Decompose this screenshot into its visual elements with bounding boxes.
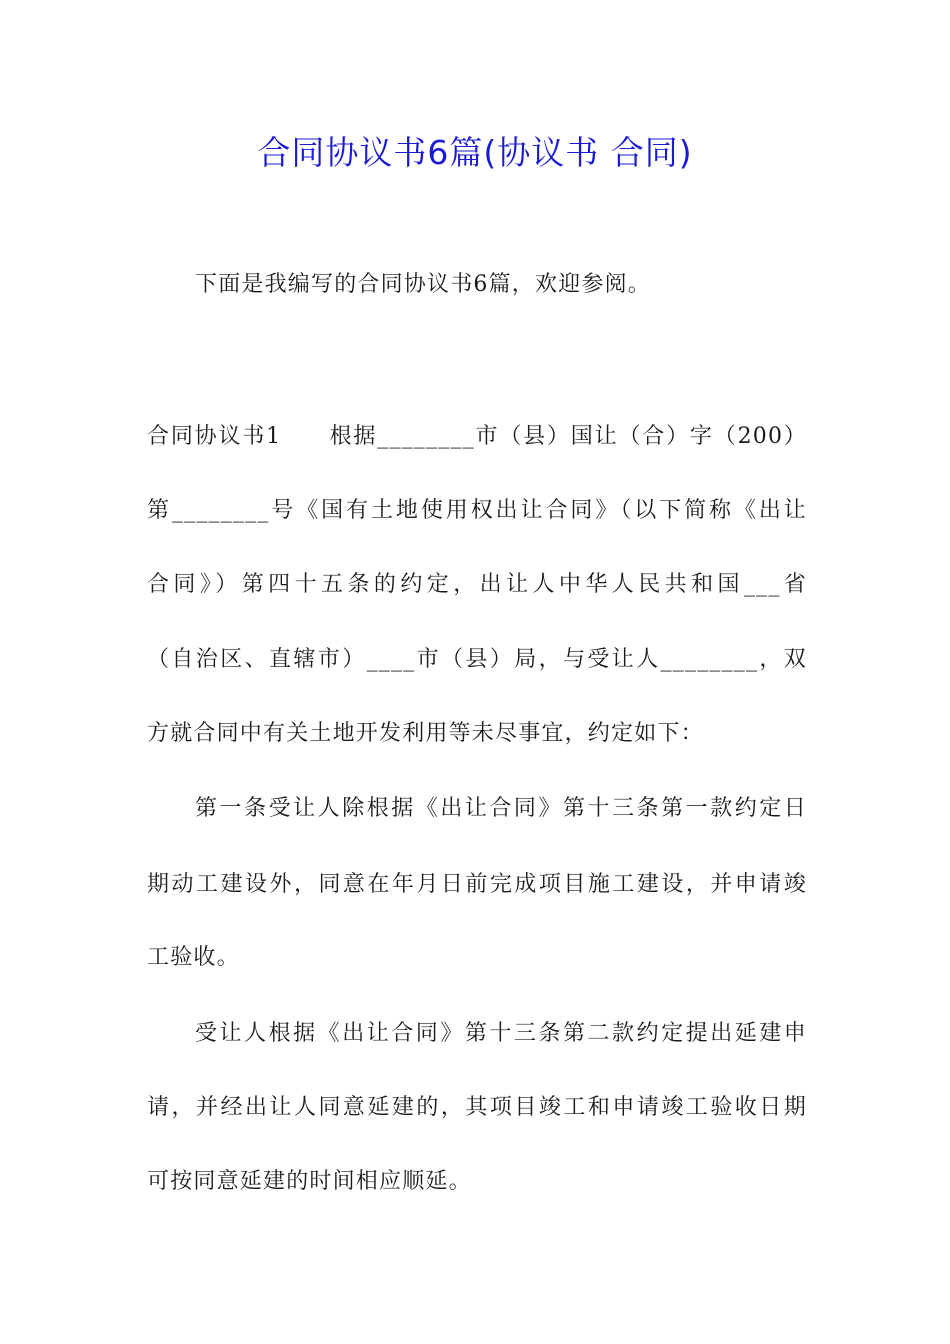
- document-title: 合同协议书6篇(协议书 合同): [257, 133, 693, 172]
- text-line: 可按同意延建的时间相应顺延。: [147, 1169, 472, 1194]
- text-line: 合同协议书1 根据________市（县）国让（合）字（200）: [147, 424, 807, 449]
- text-line: 工验收。: [147, 945, 240, 970]
- text-line: （自治区、直辖市）____市（县）局，与受让人________，双: [147, 647, 807, 672]
- text-line: 请，并经出让人同意延建的，其项目竣工和申请竣工验收日期: [147, 1095, 807, 1120]
- text-line: 方就合同中有关土地开发利用等未尽事宜，约定如下：: [147, 721, 704, 746]
- text-line: 第________号《国有土地使用权出让合同》（以下简称《出让: [147, 498, 807, 523]
- text-line: 期动工建设外，同意在年月日前完成项目施工建设，并申请竣: [147, 872, 807, 897]
- text-line: 第一条受让人除根据《出让合同》第十三条第一款约定日: [195, 796, 807, 821]
- intro-paragraph: 下面是我编写的合同协议书6篇，欢迎参阅。: [195, 272, 651, 297]
- text-line: 受让人根据《出让合同》第十三条第二款约定提出延建申: [195, 1021, 807, 1046]
- text-line: 合同》）第四十五条的约定，出让人中华人民共和国___省: [147, 572, 807, 597]
